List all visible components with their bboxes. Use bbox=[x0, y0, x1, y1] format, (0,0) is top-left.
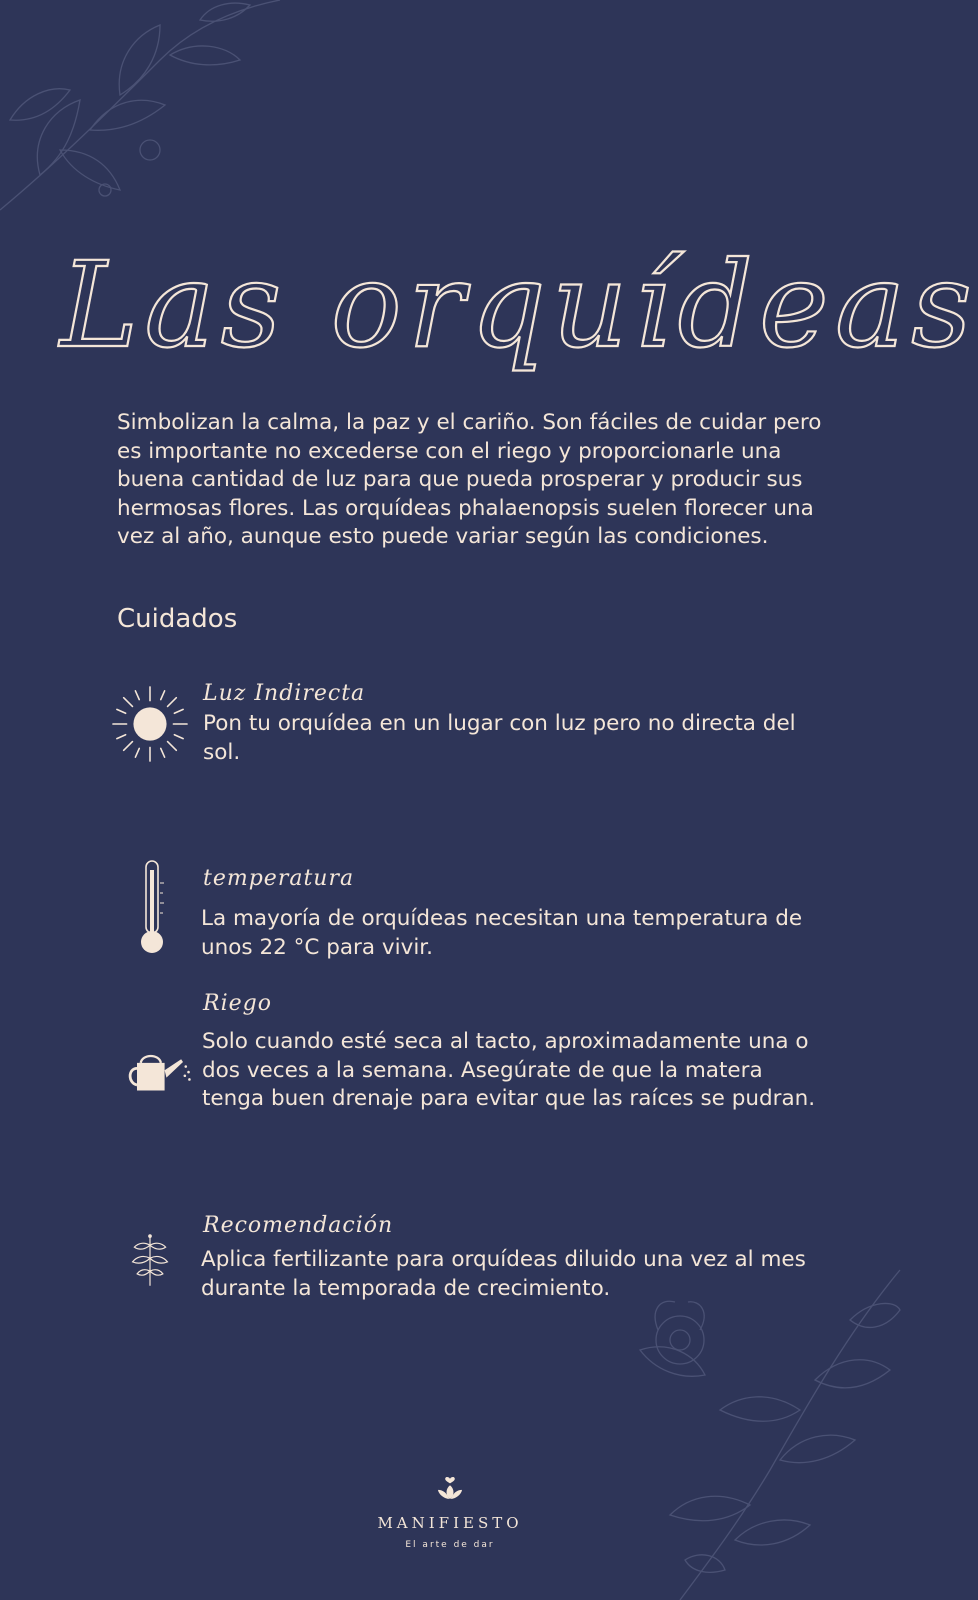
plant-sprig-icon bbox=[127, 1232, 173, 1288]
care-title: Riego bbox=[203, 991, 272, 1016]
brand-name: MANIFIESTO bbox=[377, 1514, 523, 1532]
sun-icon bbox=[111, 685, 189, 763]
care-title: Luz Indirecta bbox=[203, 681, 366, 706]
brand-logo bbox=[0, 1475, 900, 1551]
care-text: La mayoría de orquídeas necesitan una temperatura de unos 22 °C para vivir. bbox=[201, 906, 803, 960]
floral-decoration-icon bbox=[0, 0, 300, 230]
intro-paragraph: Simbolizan la calma, la paz y el cariño. Son fáciles de cuidar pero es importante no excederse con el riego y proporcionarle una buena cantidad de luz para que pueda prosperar y producir sus hermosas flores. Las orquídeas phalaenopsis suelen florecer una vez al año, aunque esto puede variar según las condiciones. bbox=[117, 410, 822, 549]
brand-tagline: El arte de dar bbox=[405, 1540, 495, 1550]
care-text: Solo cuando esté seca al tacto, aproximadamente una o dos veces a la semana. Asegúrate de que la matera tenga buen drenaje para evitar que las raíces se pudran. bbox=[202, 1029, 816, 1111]
care-text: Aplica fertilizante para orquídeas diluido una vez al mes durante la temporada de crecimiento. bbox=[201, 1247, 806, 1301]
section-heading: Cuidados bbox=[117, 604, 238, 634]
thermometer-icon bbox=[132, 858, 172, 958]
page-title: Las orquídeas bbox=[60, 236, 978, 374]
care-text: Pon tu orquídea en un lugar con luz pero no directa del sol. bbox=[203, 711, 796, 765]
care-title: Recomendación bbox=[203, 1213, 394, 1238]
care-title: temperatura bbox=[203, 866, 355, 891]
watering-can-icon bbox=[127, 1050, 193, 1096]
lotus-heart-icon bbox=[436, 1475, 464, 1501]
